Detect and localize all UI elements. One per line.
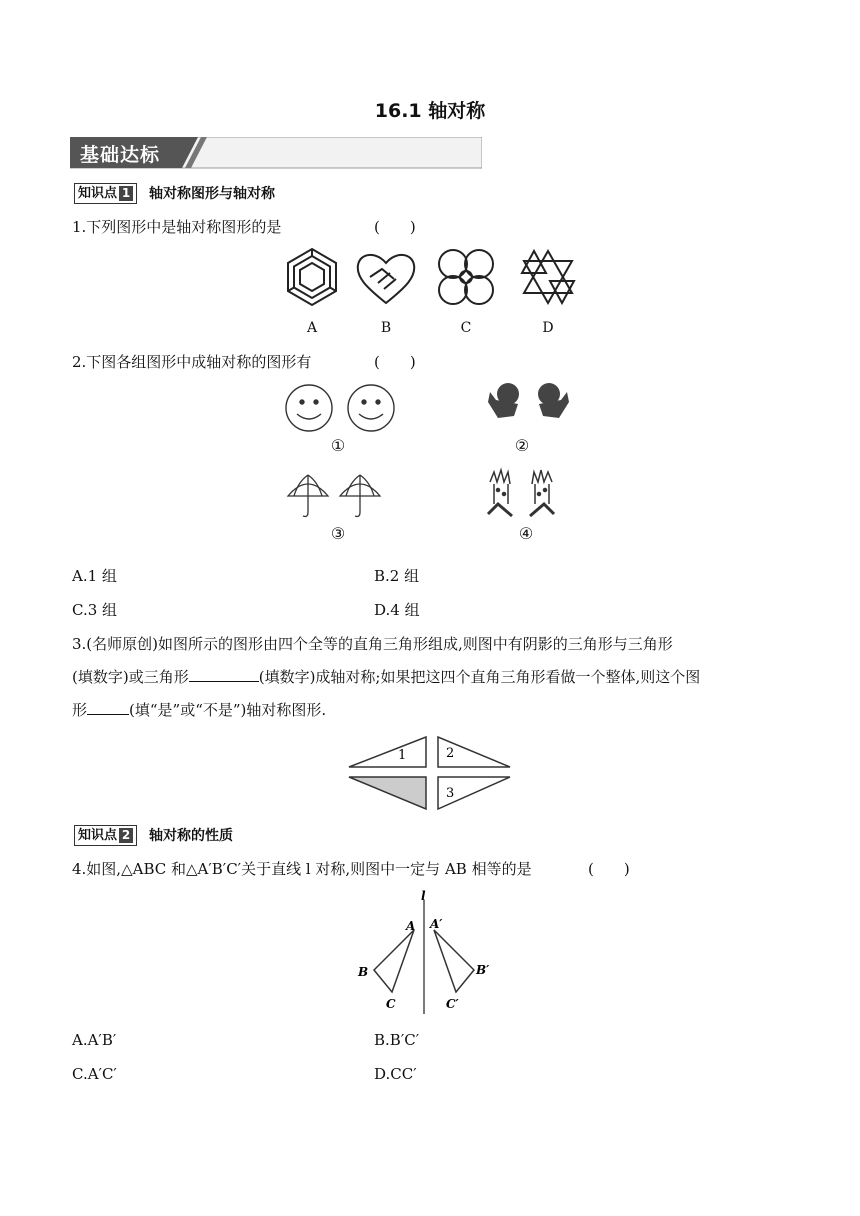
section-banner-label: 基础达标 [80, 144, 161, 166]
triangle-label-2: 2 [446, 746, 455, 761]
label-b-prime: B′ [476, 963, 490, 977]
label-c: C [386, 997, 396, 1011]
question-3-line-3 [72, 697, 326, 723]
figure-c-circles [439, 250, 493, 304]
knowledge-point-title: 轴对称的性质 [149, 828, 234, 844]
figure-a-hexagons [288, 249, 336, 305]
question-2-option-d: D.4 组 [374, 601, 420, 619]
question-4-option-d: D.CC′ [374, 1065, 417, 1083]
question-3-line-3-part-b: (填“是”或“不是”)轴对称图形. [129, 701, 327, 719]
section-banner [70, 137, 482, 169]
question-4-text: 4.如图,△ABC 和△A′B′C′关于直线 l 对称,则图中一定与 AB 相等的是 [72, 860, 532, 878]
triangle-label-3: 3 [446, 786, 455, 801]
page-title: 16.1 轴对称 [374, 100, 486, 122]
triangle-label-1: 1 [398, 748, 407, 763]
label-a-prime: A′ [430, 917, 443, 931]
question-3-line-1: 3.(名师原创)如图所示的图形由四个全等的直角三角形组成,则图中有阴影的三角形与三角形 [72, 635, 673, 653]
question-4-answer-paren: ( ) [588, 860, 630, 878]
knowledge-point-title: 轴对称图形与轴对称 [149, 186, 276, 202]
question-2-answer-paren: ( ) [374, 353, 416, 371]
question-3-triangles-figure [346, 735, 516, 813]
figure-label-circled-2: ② [514, 436, 530, 455]
figure-label-d: D [542, 320, 554, 336]
triangle-abc-prime [434, 930, 474, 992]
question-3-blank-3[interactable] [87, 714, 129, 715]
figure-silhouettes [488, 383, 569, 418]
label-a: A [406, 919, 416, 933]
figure-umbrellas [288, 475, 380, 517]
figure-b-heart-hands [358, 255, 415, 303]
label-b: B [358, 965, 369, 979]
figure-label-circled-1: ① [330, 436, 346, 455]
question-4-option-a: A.A′B′ [72, 1031, 117, 1049]
question-2-option-c: C.3 组 [72, 601, 118, 619]
question-2-option-b: B.2 组 [374, 567, 420, 585]
question-3-blank-2[interactable] [189, 681, 259, 682]
figure-d-triangles [522, 251, 574, 303]
knowledge-point-2 [74, 824, 233, 846]
knowledge-point-tag-label: 知识点 [78, 185, 118, 201]
triangle-shaded [349, 777, 426, 809]
figure-label-a: A [306, 320, 318, 336]
label-c-prime: C′ [446, 997, 459, 1011]
figure-spiky-people [488, 470, 554, 516]
knowledge-point-tag [74, 825, 137, 846]
question-2-option-a: A.1 组 [72, 567, 117, 585]
knowledge-point-tag [74, 183, 137, 204]
question-3-line-3-part-a: 形 [72, 701, 88, 719]
figure-smiley-faces [286, 385, 394, 431]
figure-label-c: C [460, 320, 472, 336]
question-2-figures [284, 380, 584, 530]
question-3-line-2 [72, 664, 700, 690]
triangle-abc [374, 930, 414, 992]
knowledge-point-tag-label: 知识点 [78, 827, 118, 843]
figure-label-b: B [380, 320, 392, 336]
knowledge-point-1 [74, 182, 275, 204]
label-l: l [421, 890, 426, 903]
figure-label-circled-4: ④ [518, 524, 534, 543]
question-4-reflection-figure [350, 890, 500, 1018]
question-3-line-2-part-a: (填数字)或三角形 [72, 668, 189, 686]
question-3-line-2-part-b: (填数字)成轴对称;如果把这四个直角三角形看做一个整体,则这个图 [258, 668, 701, 686]
question-1-figures [278, 246, 578, 308]
triangle-1 [349, 737, 426, 767]
knowledge-point-number: 1 [119, 186, 133, 201]
figure-label-circled-3: ③ [330, 524, 346, 543]
question-1-text: 1.下列图形中是轴对称图形的是 [72, 218, 282, 236]
question-4-option-c: C.A′C′ [72, 1065, 117, 1083]
question-2-text: 2.下图各组图形中成轴对称的图形有 [72, 353, 312, 371]
knowledge-point-number: 2 [119, 828, 133, 843]
question-4-option-b: B.B′C′ [374, 1031, 420, 1049]
question-1-answer-paren: ( ) [374, 218, 416, 236]
